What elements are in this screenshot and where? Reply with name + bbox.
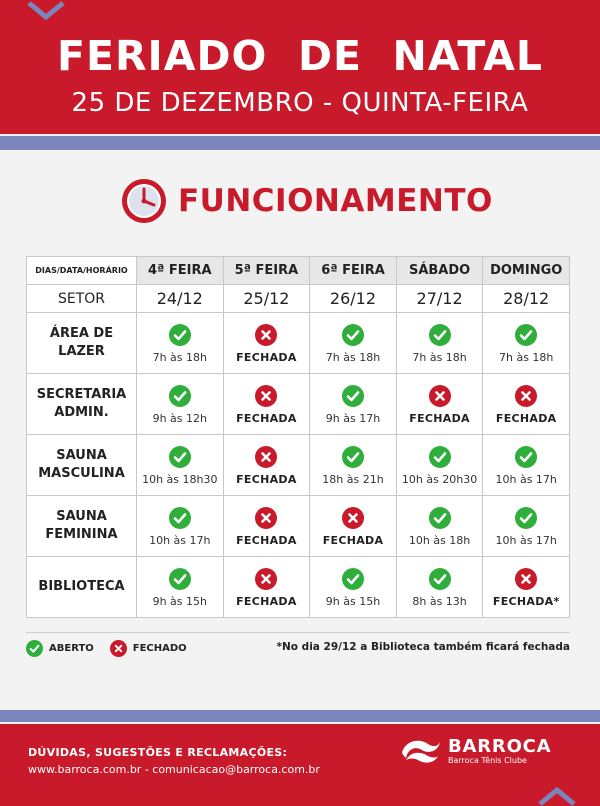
schedule-cell [396, 374, 483, 435]
cell-hours: 18h às 21h [322, 473, 384, 486]
check-icon [169, 507, 191, 529]
check-icon [429, 568, 451, 590]
check-icon [169, 568, 191, 590]
check-icon [429, 324, 451, 346]
cell-hours: 9h às 15h [152, 595, 207, 608]
cell-hours: 10h às 17h [495, 473, 557, 486]
section-title: FUNCIONAMENTO [178, 183, 493, 219]
check-icon [169, 385, 191, 407]
chevron-down-icon [26, 0, 66, 22]
cell-hours: FECHADA* [492, 595, 560, 608]
row-label: ÁREA DE LAZER [27, 313, 137, 374]
row-label: SAUNA FEMININA [27, 496, 137, 557]
clock-icon [120, 177, 168, 225]
cell-hours: FECHADA [409, 412, 470, 425]
barroca-logo-icon [398, 736, 442, 766]
footer-heading: DÚVIDAS, SUGESTÕES E RECLAMAÇÕES: [28, 746, 288, 759]
close-icon [255, 568, 277, 590]
date-header: 28/12 [483, 285, 570, 313]
close-icon [255, 385, 277, 407]
divider-bar [0, 136, 600, 150]
page-subtitle: 25 DE DEZEMBRO - QUINTA-FEIRA [71, 88, 529, 118]
legend-open-label: ABERTO [49, 643, 94, 654]
schedule-cell [223, 374, 310, 435]
schedule-cell [310, 435, 397, 496]
row-label: SAUNA MASCULINA [27, 435, 137, 496]
cell-hours: FECHADA [236, 351, 297, 364]
cell-hours: 7h às 18h [152, 351, 207, 364]
divider-bar [0, 710, 600, 722]
legend-open [26, 640, 94, 657]
legend-closed-label: FECHADO [132, 643, 187, 654]
check-icon [342, 324, 364, 346]
close-icon [110, 640, 127, 657]
cell-hours: 9h às 12h [152, 412, 207, 425]
cell-hours: FECHADA [495, 412, 557, 425]
check-icon [515, 446, 537, 468]
schedule-cell [483, 557, 570, 618]
schedule-cell [223, 557, 310, 618]
schedule-cell [223, 435, 310, 496]
cell-hours: 7h às 18h [325, 351, 381, 364]
table-header-row [27, 257, 570, 285]
date-header: 26/12 [310, 285, 397, 313]
schedule-cell [483, 496, 570, 557]
section-heading [120, 177, 493, 225]
cell-hours: FECHADA [236, 473, 297, 486]
close-icon [429, 385, 451, 407]
corner-label: DIAS/DATA/HORÁRIO [27, 257, 137, 285]
schedule-cell [396, 435, 483, 496]
schedule-cell [137, 496, 224, 557]
table-row [27, 374, 570, 435]
schedule-cell [137, 557, 224, 618]
close-icon [255, 507, 277, 529]
check-icon [429, 446, 451, 468]
check-icon [342, 385, 364, 407]
logo-subtitle: Barroca Tênis Clube [448, 755, 527, 765]
schedule-cell [310, 374, 397, 435]
cell-hours: 10h às 17h [149, 534, 211, 547]
schedule-cell [483, 313, 570, 374]
table-row [27, 557, 570, 618]
chevron-up-icon [537, 784, 577, 806]
schedule-cell [396, 496, 483, 557]
day-header: 6ª FEIRA [310, 257, 397, 285]
day-header: DOMINGO [483, 257, 570, 285]
schedule-cell [396, 313, 483, 374]
cell-hours: 10h às 18h [408, 534, 471, 547]
day-header: 5ª FEIRA [223, 257, 310, 285]
cell-hours: 10h às 18h30 [142, 473, 218, 486]
check-icon [26, 640, 43, 657]
cell-hours: 10h às 17h [495, 534, 557, 547]
check-icon [169, 446, 191, 468]
check-icon [515, 324, 537, 346]
date-header: 27/12 [396, 285, 483, 313]
check-icon [342, 446, 364, 468]
day-header: 4ª FEIRA [137, 257, 224, 285]
footer-contacts: www.barroca.com.br - comunicacao@barroca.com.br [28, 763, 320, 776]
cell-hours: FECHADA [236, 534, 297, 547]
footnote: *No dia 29/12 a Biblioteca também ficará fechada [276, 641, 570, 653]
cell-hours: 8h às 13h [412, 595, 467, 608]
close-icon [255, 446, 277, 468]
check-icon [429, 507, 451, 529]
schedule-cell [310, 557, 397, 618]
cell-hours: 10h às 20h30 [401, 473, 478, 486]
schedule-cell [137, 435, 224, 496]
close-icon [515, 568, 537, 590]
schedule-cell [223, 313, 310, 374]
legend-closed [110, 640, 187, 657]
table-date-row [27, 285, 570, 313]
schedule-cell [483, 435, 570, 496]
cell-hours: FECHADA [322, 534, 384, 547]
table-row [27, 435, 570, 496]
table-row [27, 313, 570, 374]
row-label: SECRETARIA ADMIN. [27, 374, 137, 435]
check-icon [515, 507, 537, 529]
schedule-cell [310, 496, 397, 557]
date-header: 25/12 [223, 285, 310, 313]
cell-hours: FECHADA [236, 412, 297, 425]
schedule-cell [483, 374, 570, 435]
schedule-table [26, 256, 570, 618]
cell-hours: FECHADA [236, 595, 297, 608]
schedule-cell [396, 557, 483, 618]
cell-hours: 9h às 17h [325, 412, 381, 425]
check-icon [169, 324, 191, 346]
legend [26, 640, 203, 657]
footer [0, 724, 600, 806]
schedule-cell [223, 496, 310, 557]
check-icon [342, 568, 364, 590]
schedule-cell [137, 313, 224, 374]
logo [398, 736, 551, 766]
date-header: 24/12 [137, 285, 224, 313]
close-icon [515, 385, 537, 407]
table-row [27, 496, 570, 557]
close-icon [342, 507, 364, 529]
cell-hours: 7h às 18h [412, 351, 467, 364]
cell-hours: 9h às 15h [325, 595, 381, 608]
close-icon [255, 324, 277, 346]
schedule-cell [137, 374, 224, 435]
row-label: BIBLIOTECA [27, 557, 137, 618]
day-header: SÁBADO [396, 257, 483, 285]
page-title: FERIADO DE NATAL [56, 32, 544, 80]
schedule-cell [310, 313, 397, 374]
setor-label: SETOR [27, 285, 137, 313]
cell-hours: 7h às 18h [498, 351, 554, 364]
header-banner [0, 0, 600, 134]
logo-name: BARROCA [448, 735, 552, 757]
divider-line [26, 632, 570, 633]
